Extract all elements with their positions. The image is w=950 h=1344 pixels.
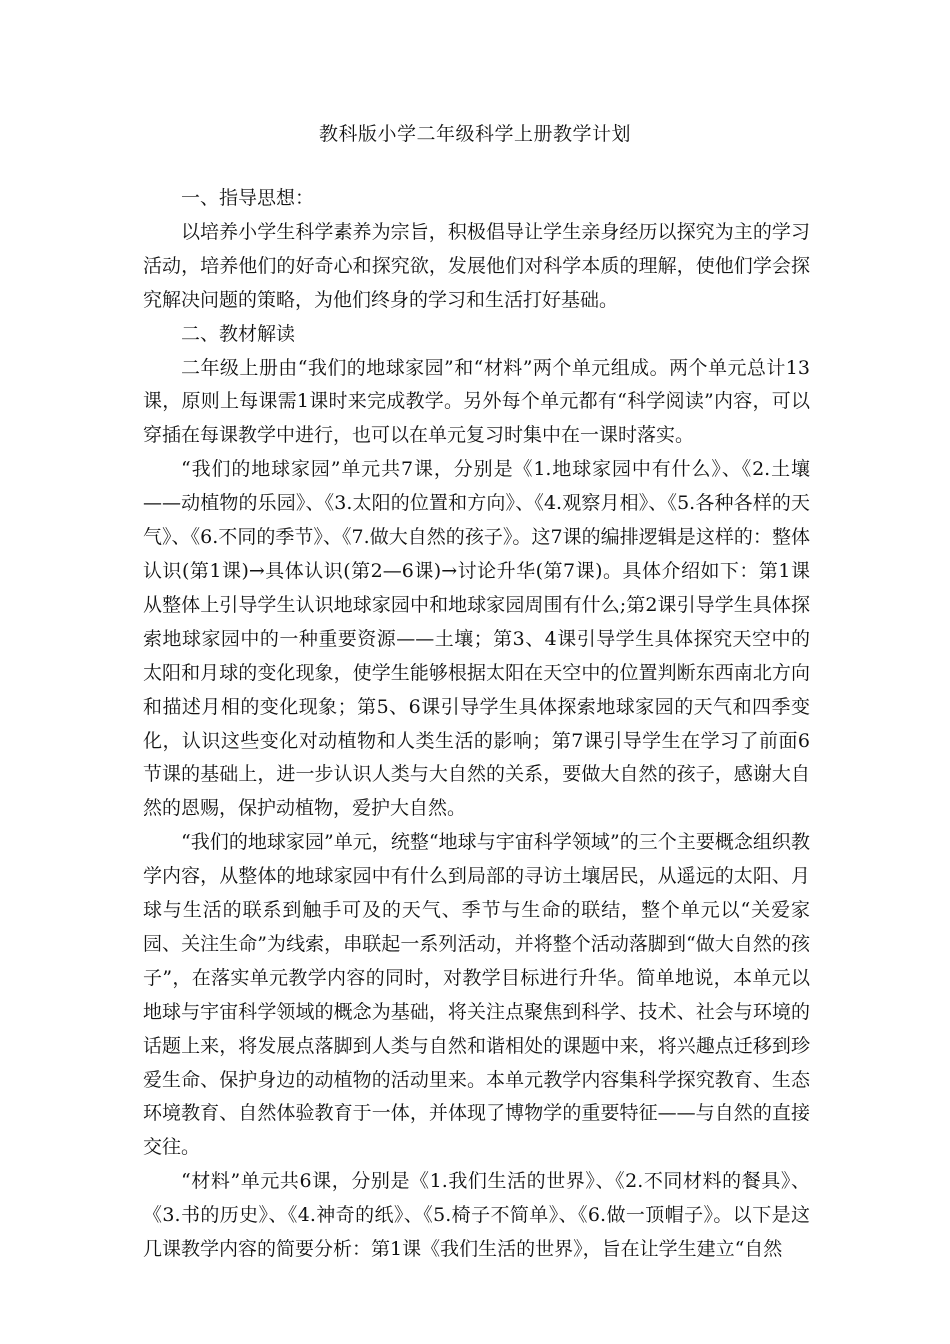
paragraph-earth-home-lessons: “我们的地球家园”单元共7课，分别是《1.地球家园中有什么》、《2.土壤——动植物的乐园》、《3.太阳的位置和方向》、《4.观察月相》、《5.各种各样的天气》、《6.不同的季节》、《7.做大自然的孩子》。这7课的编排逻辑是这样的：整体认识(第1课)→具体认识(第2—6课)→讨论升华(第7课)。具体介绍如下：第1课从整体上引导学生认识地球家园中和地球家园周围有什么;第2课引导学生具体探索地球家园中的一种重要资源——土壤；第3、4课引导学生具体探究天空中的太阳和月球的变化现象，使学生能够根据太阳在天空中的位置判断东西南北方向和描述月相的变化现象；第5、6课引导学生具体探索地球家园的天气和四季变化，认识这些变化对动植物和人类生活的影响；第7课引导学生在学习了前面6节课的基础上，进一步认识人类与大自然的关系，要做大自然的孩子，感谢大自然的恩赐，保护动植物，爱护大自然。 <box>143 458 810 820</box>
document-title: 教科版小学二年级科学上册教学计划 <box>318 123 631 145</box>
paragraph-earth-home-unit: “我们的地球家园”单元，统整“地球与宇宙科学领域”的三个主要概念组织教学内容，从整体的地球家园中有什么到局部的寻访土壤居民，从遥远的太阳、月球与生活的联系到触手可及的天气、季节与生命的联结，整个单元以“关爱家园、关注生命”为线索，串联起一系列活动，并将整个活动落脚到“做大自然的孩子”，在落实单元教学内容的同时，对教学目标进行升华。简单地说，本单元以地球与宇宙科学领域的概念为基础，将关注点聚焦到科学、技术、社会与环境的话题上来，将发展点落脚到人类与自然和谐相处的课题中来，将兴趣点迁移到珍爱生命、保护身边的动植物的活动里来。本单元教学内容集科学探究教育、生态环境教育、自然体验教育于一体，并体现了博物学的重要特征——与自然的直接交往。 <box>143 831 810 1159</box>
document-body <box>143 182 810 1267</box>
paragraph-guiding-ideology: 以培养小学生科学素养为宗旨，积极倡导让学生亲身经历以探究为主的学习活动，培养他们的好奇心和探究欲，发展他们对科学本质的理解，使他们学会探究解决问题的策略，为他们终身的学习和生活打好基础。 <box>143 220 810 311</box>
section-heading-textbook-analysis: 二、教材解读 <box>181 322 296 345</box>
paragraph-textbook-overview: 二年级上册由“我们的地球家园”和“材料”两个单元组成。两个单元总计13课，原则上每课需1课时来完成教学。另外每个单元都有“科学阅读”内容，可以穿插在每课教学中进行，也可以在单元复习时集中在一课时落实。 <box>143 356 810 447</box>
section-heading-guiding-ideology: 一、指导思想： <box>181 187 315 209</box>
paragraph-materials-unit: “材料”单元共6课，分别是《1.我们生活的世界》、《2.不同材料的餐具》、《3.书的历史》、《4.神奇的纸》、《5.椅子不简单》、《6.做一顶帽子》。以下是这几课教学内容的简要分析：第1课《我们生活的世界》，旨在让学生建立“自然 <box>143 1170 810 1261</box>
